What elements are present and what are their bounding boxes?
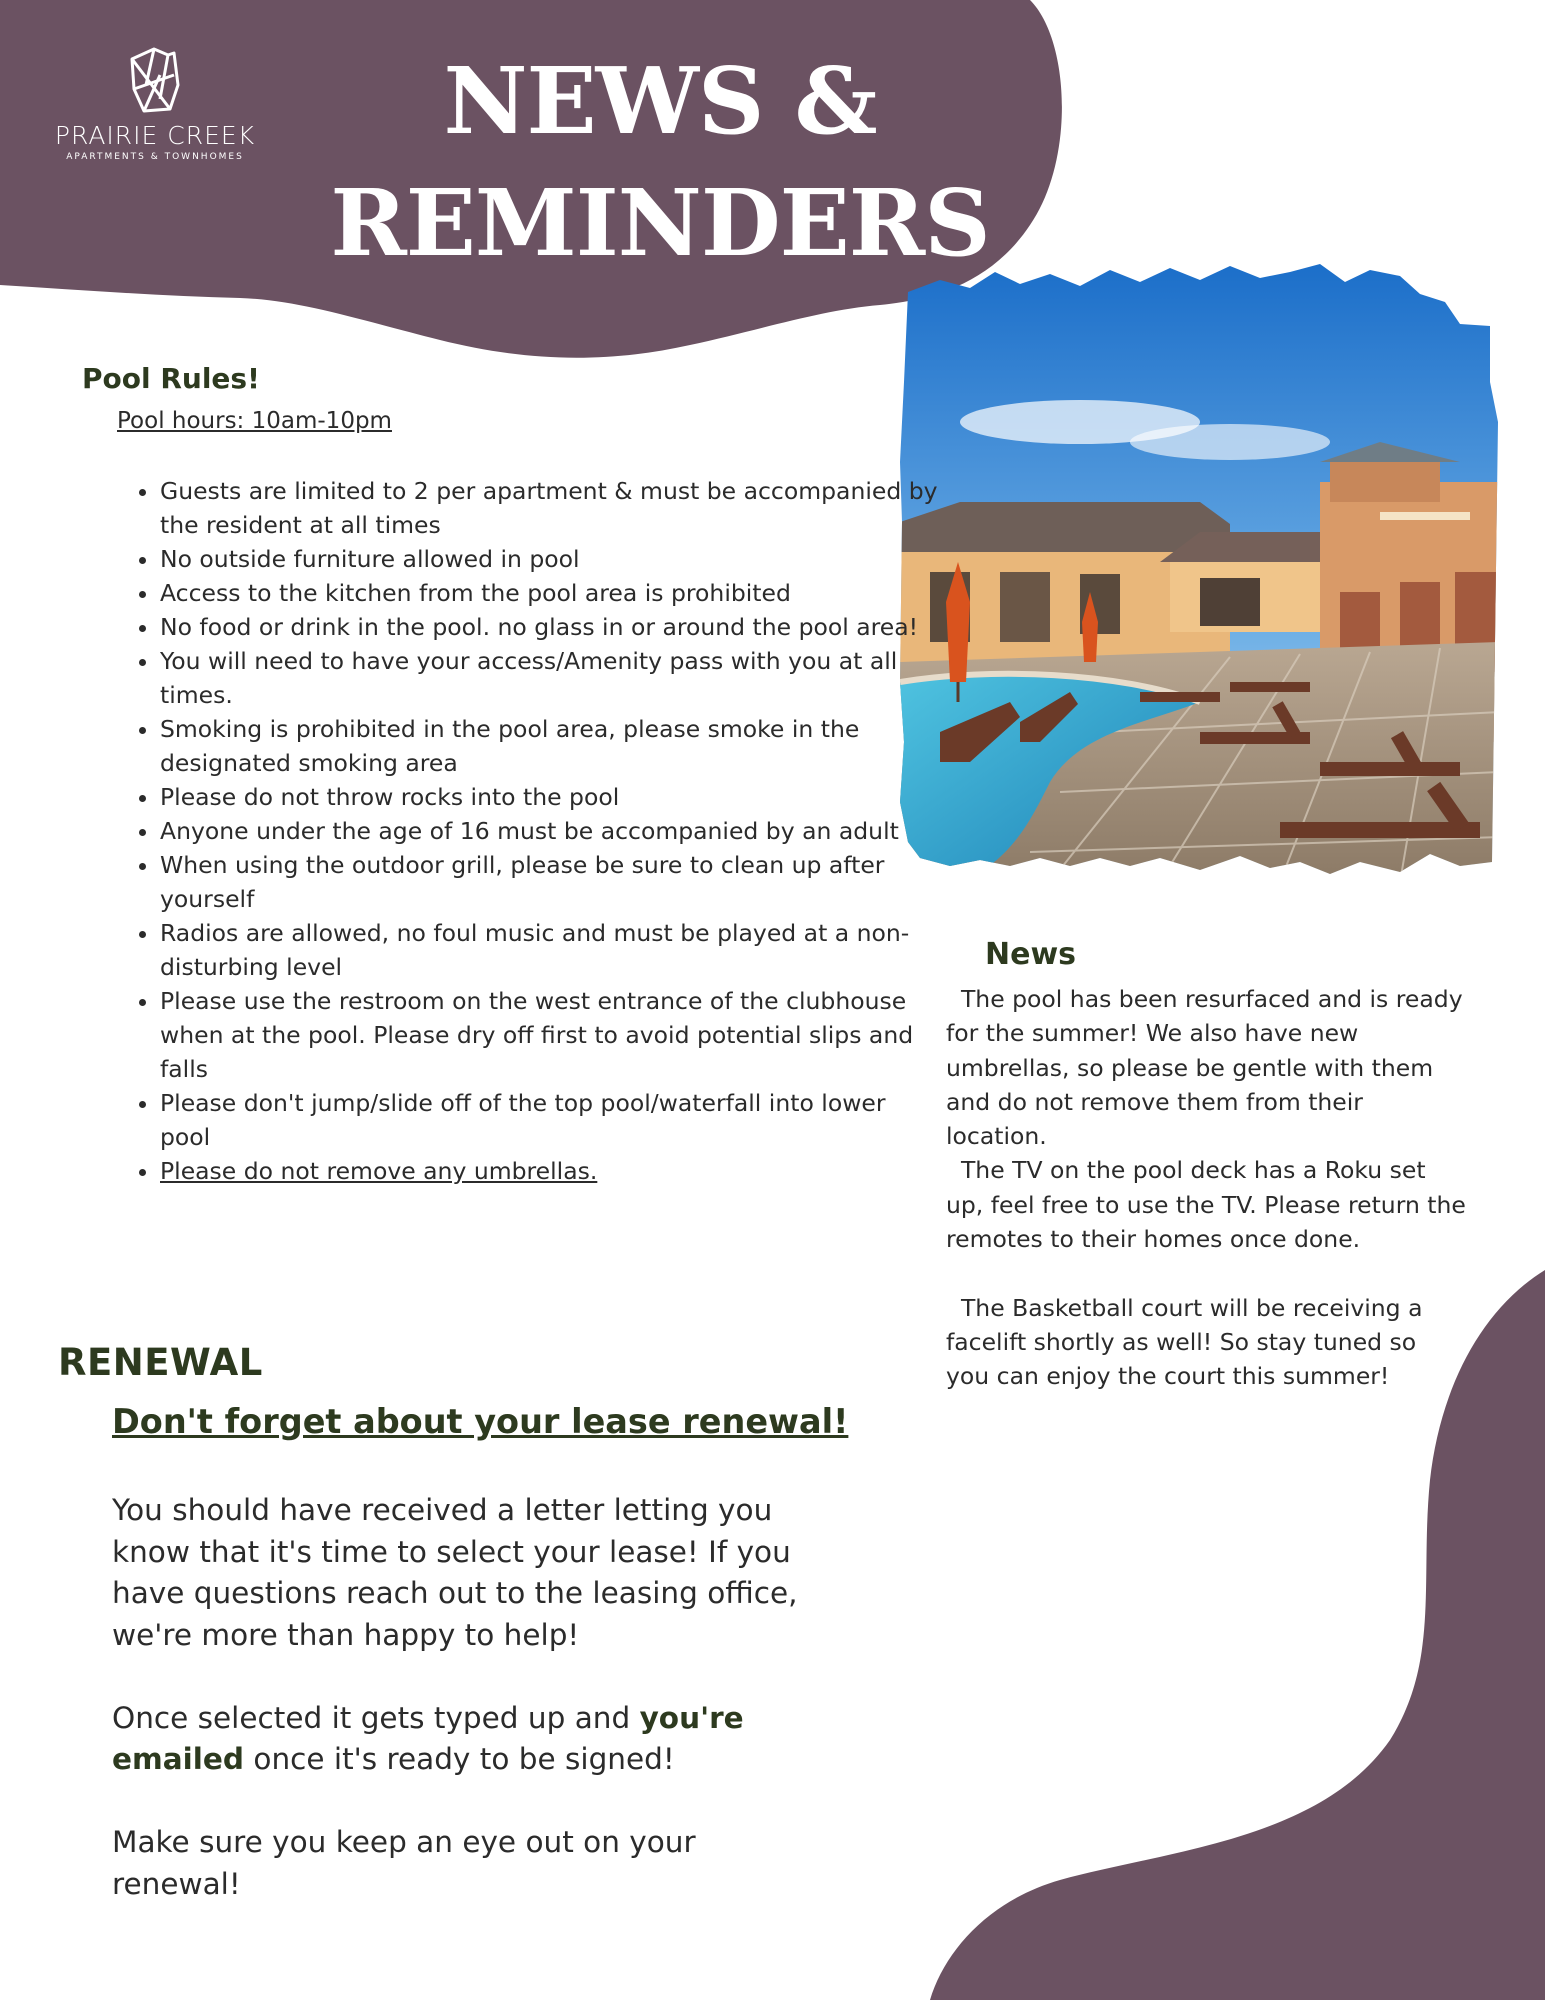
news-paragraph-2: The TV on the pool deck has a Roku set up, feel free to use the TV. Please return the remotes to their homes once done. (946, 1156, 1466, 1254)
news-title: News (985, 937, 1077, 972)
list-item (160, 576, 940, 610)
brand-logo (40, 45, 270, 162)
list-item-text: Radios are allowed, no foul music and must be played at a non-disturbing level (160, 919, 910, 981)
list-item-text: Smoking is prohibited in the pool area, please smoke in the designated smoking area (160, 715, 860, 777)
renewal-p2-end: once it's ready to be signed! (244, 1742, 675, 1776)
list-item-text: Please use the restroom on the west entrance of the clubhouse when at the pool. Please dry off first to avoid potential slips and falls (160, 987, 914, 1083)
list-item-text: Please don't jump/slide off of the top pool/waterfall into lower pool (160, 1089, 886, 1151)
logo-mark-icon (124, 45, 186, 115)
brand-name: PRAIRIE CREEK (54, 121, 256, 150)
list-item (160, 780, 940, 814)
brand-tagline: APARTMENTS & TOWNHOMES (66, 152, 244, 162)
renewal-body (112, 1490, 832, 1947)
list-item (160, 474, 940, 542)
page-title (330, 40, 990, 284)
list-item-text: Please do not throw rocks into the pool (160, 783, 620, 811)
renewal-paragraph-3: Make sure you keep an eye out on your renewal! (112, 1825, 696, 1901)
list-item (160, 610, 940, 644)
list-item-text: Guests are limited to 2 per apartment & must be accompanied by the resident at all times (160, 477, 938, 539)
list-item-text: No food or drink in the pool. no glass in or around the pool area! (160, 613, 919, 641)
pool-rules-list (116, 474, 940, 1188)
pool-hours: Pool hours: 10am-10pm (117, 408, 392, 434)
list-item (160, 542, 940, 576)
list-item (160, 848, 940, 916)
renewal-paragraph-2 (112, 1698, 832, 1781)
list-item-text: Anyone under the age of 16 must be accompanied by an adult (160, 817, 899, 845)
list-item-text: Please do not remove any umbrellas. (160, 1157, 598, 1185)
list-item-text: When using the outdoor grill, please be sure to clean up after yourself (160, 851, 885, 913)
list-item (160, 644, 940, 712)
list-item (160, 1154, 940, 1188)
news-paragraph-3: The Basketball court will be receiving a facelift shortly as well! So stay tuned so you can enjoy the court this summer! (946, 1293, 1423, 1391)
renewal-p2-text: Once selected it gets typed up and (112, 1700, 640, 1735)
renewal-title: RENEWAL (58, 1341, 263, 1384)
list-item (160, 1086, 940, 1154)
pool-rules-title: Pool Rules! (82, 362, 260, 395)
news-body (946, 982, 1466, 1394)
renewal-paragraph-1: You should have received a letter letting you know that it's time to select your lease! If you have questions reach out to the leasing office, we're more than happy to help! (112, 1493, 798, 1652)
renewal-subtitle: Don't forget about your lease renewal! (112, 1402, 849, 1441)
list-item-text: You will need to have your access/Amenity pass with you at all times. (160, 647, 898, 709)
list-item (160, 916, 940, 984)
list-item (160, 712, 940, 780)
list-item (160, 984, 940, 1086)
pool-photo (900, 262, 1500, 882)
list-item (160, 814, 940, 848)
news-paragraph-1: The pool has been resurfaced and is ready for the summer! We also have new umbrellas, so please be gentle with them and do not remove them from their location. (946, 985, 1463, 1151)
list-item-text: No outside furniture allowed in pool (160, 545, 580, 573)
page-title-line1: NEWS & (443, 47, 877, 155)
renewal-p2-bold: you're emailed (112, 1700, 744, 1776)
list-item-text: Access to the kitchen from the pool area is prohibited (160, 579, 791, 607)
page-title-line2: REMINDERS (330, 169, 990, 277)
